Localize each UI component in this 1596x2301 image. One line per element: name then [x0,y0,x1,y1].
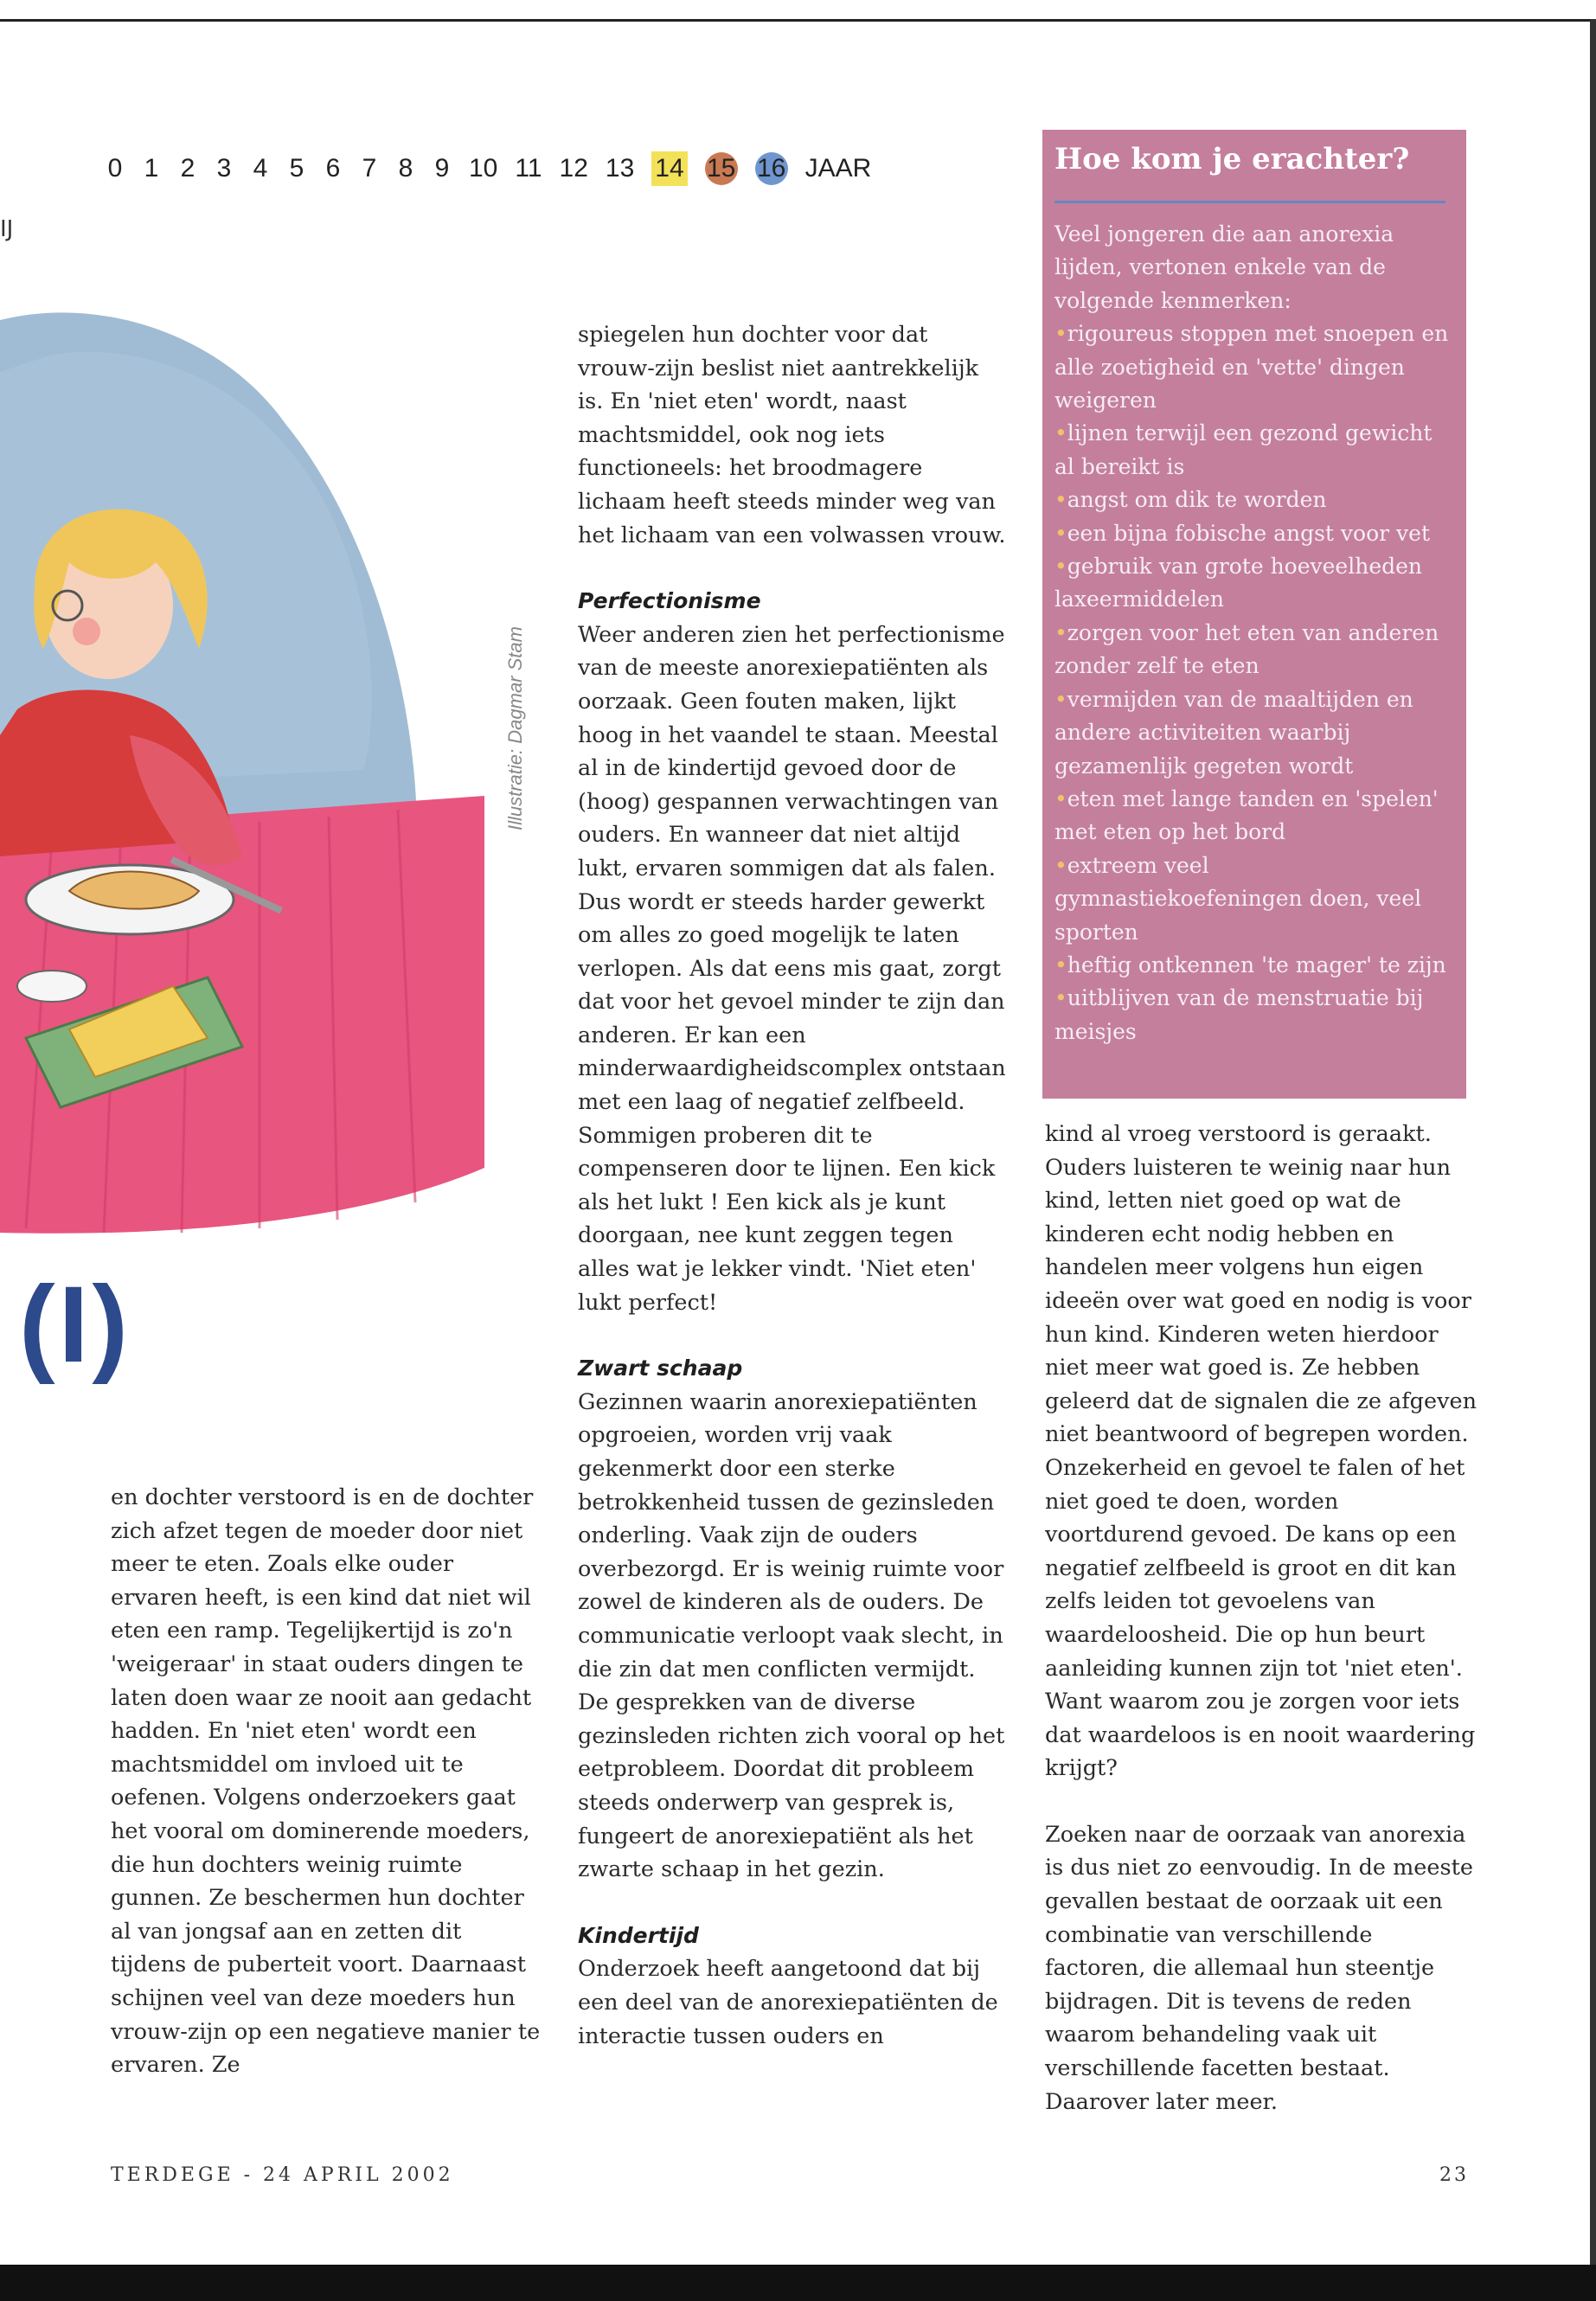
age-16-highlight: 16 [755,152,788,185]
age-10: 10 [469,154,498,183]
heading-zwart-schaap: Zwart schaap [578,1356,743,1381]
col2-intro: spiegelen hun dochter voor dat vrouw-zijn beslist niet aantrekkelijk is. En 'niet eten' wordt, naast machtsmiddel, ook nog iets functioneels: het broodmagere lichaam heeft steeds minder weg van het lichaam van een volwassen vrouw. [578,322,1006,548]
sidebar-rule [1054,201,1445,203]
sidebar-box [1042,130,1466,1099]
age-0: 0 [107,154,123,183]
age-3: 3 [216,154,232,183]
age-6: 6 [325,154,341,183]
sidebar-bullet: •lijnen terwijl een gezond gewicht al bereikt is [1054,420,1433,479]
zwart-schaap-text: Gezinnen waarin anorexiepatiënten opgroeien, worden vrij vaak gekenmerkt door een sterke betrokkenheid tussen de gezinsleden onderling. Vaak zijn de ouders overbezorgd. Er is weinig ruimte voor zowel de kinderen als de ouders. De communicatie verloopt vaak slecht, in die zin dat men conflicten vermijdt. De gesprekken van de diverse gezinsleden richten zich vooral op het eetprobleem. Doordat dit probleem steeds onderwerp van gesprek is, fungeert de anorexiepatiënt als het zwarte schaap in het gezin. [578,1388,1005,1883]
sidebar-bullet: •gebruik van grote hoeveelheden laxeermiddelen [1054,554,1423,612]
age-13: 13 [605,154,635,183]
sidebar-intro: Veel jongeren die aan anorexia lijden, vertonen enkele van de volgende kenmerken: [1054,221,1394,313]
illustration-girl-eating [0,303,484,1237]
left-edge-text: IJ [0,216,14,242]
age-7: 7 [362,154,377,183]
girl-cheek [73,618,100,645]
bottom-bar [0,2265,1596,2301]
part-marker: (I) [19,1265,131,1385]
page-number: 23 [1439,2164,1469,2186]
column-3 [1045,1118,1477,2118]
sidebar-bullet: •vermijden van de maaltijden en andere activiteiten waarbij gezamenlijk gegeten wordt [1054,686,1413,779]
col3-paragraph-2: Zoeken naar de oorzaak van anorexia is dus niet zo eenvoudig. In de meeste gevallen bestaat de oorzaak uit een combinatie van verschillende factoren, die allemaal hun steentje bijdragen. Dit is tevens de reden waarom behandeling vaak uit verschillende facetten bestaat. Daarover later meer. [1045,1821,1473,2115]
sidebar-bullet: •angst om dik te worden [1054,487,1327,513]
age-scale [106,149,888,189]
illustration-credit: Illustratie: Dagmar Stam [504,626,526,830]
table [0,796,484,1234]
age-12: 12 [559,154,588,183]
column-2 [578,318,1010,2053]
age-15-highlight: 15 [705,152,738,185]
perfectionisme-text: Weer anderen zien het perfectionisme van de meeste anorexiepatiënten als oorzaak. Geen fouten maken, lijkt hoog in het vaandel te staan. Meestal al in de kindertijd gevoed door de (hoog) gespannen verwachtingen van ouders. En wanneer dat niet altijd lukt, ervaren sommigen dat als falen. Dus wordt er steeds harder gewerkt om alles zo goed mogelijk te laten verlopen. Als dat eens mis gaat, zorgt dat voor het gevoel minder te zijn dan anderen. Er kan een minderwaardigheidscomplex ontstaan met een laag of negatief zelfbeeld. Sommigen proberen dit te compenseren door te lijnen. Een kick als het lukt ! Een kick als je kunt doorgaan, nee kunt zeggen tegen alles wat je lekker vindt. 'Niet eten' lukt perfect! [578,621,1006,1316]
cup [17,971,87,1002]
age-1: 1 [144,154,159,183]
age-5: 5 [289,154,304,183]
sidebar-bullet: •heftig ontkennen 'te mager' te zijn [1054,952,1446,977]
col1-paragraph: en dochter verstoord is en de dochter zich afzet tegen de moeder door niet meer te eten. Zoals elke ouder ervaren heeft, is een kind dat niet wil eten een ramp. Tegelijkertijd is zo'n 'weigeraar' in staat ouders dingen te laten doen waar ze nooit aan gedacht hadden. En 'niet eten' wordt een machtsmiddel om invloed uit te oefenen. Volgens onderzoekers gaat het vooral om dominerende moeders, die hun dochters weinig ruimte gunnen. Ze beschermen hun dochter al van jongsaf aan en zetten dit tijdens de puberteit voort. Daarnaast schijnen veel van deze moeders hun vrouw-zijn op een negatieve manier te ervaren. Ze [111,1484,541,2079]
top-rule [0,19,1596,22]
sidebar-bullet: •uitblijven van de menstruatie bij meisjes [1054,985,1424,1044]
column-1 [111,1481,543,2082]
age-8: 8 [398,154,413,183]
sidebar-bullet: •zorgen voor het eten van anderen zonder zelf te eten [1054,619,1439,679]
col3-paragraph-1: kind al vroeg verstoord is geraakt. Ouders luisteren te weinig naar hun kind, letten niet goed op wat de kinderen echt nodig hebben en handelen meer volgens hun eigen ideeën over wat goed en nodig is voor hun kind. Kinderen weten hierdoor niet meer wat goed is. Ze hebben geleerd dat de signalen die ze afgeven niet beantwoord of begrepen worden. Onzekerheid en gevoel te falen of het niet goed te doen, worden voortdurend gevoed. De kans op een negatief zelfbeeld is groot en dit kan zelfs leiden tot gevoelens van waardeloosheid. Die op hun beurt aanleiding kunnen zijn tot 'niet eten'. Want waarom zou je zorgen voor iets dat waardeloos is en nooit waardering krijgt? [1045,1121,1477,1782]
sidebar-bullet: •eten met lange tanden en 'spelen' met eten op het bord [1054,785,1439,845]
age-unit: JAAR [804,154,872,183]
age-14-highlight: 14 [651,151,687,186]
footer-publication: TERDEGE - 24 APRIL 2002 [111,2164,454,2186]
age-9: 9 [434,154,450,183]
page-edge [1590,19,1596,2268]
heading-kindertijd: Kindertijd [578,1922,699,1948]
sidebar-bullet: •rigoureus stoppen met snoepen en alle zoetigheid en 'vette' dingen weigeren [1054,321,1449,413]
age-4: 4 [253,154,268,183]
age-11: 11 [515,154,542,183]
sidebar-body [1054,218,1452,1048]
sidebar-bullet: •een bijna fobische angst voor vet [1054,520,1430,546]
sidebar-title: Hoe kom je erachter? [1054,142,1410,176]
heading-perfectionisme: Perfectionisme [578,588,761,614]
kindertijd-text: Onderzoek heeft aangetoond dat bij een deel van de anorexiepatiënten de interactie tussen ouders en [578,1956,998,2049]
sidebar-bullet: •extreem veel gymnastiekoefeningen doen, veel sporten [1054,852,1422,945]
age-2: 2 [180,154,195,183]
